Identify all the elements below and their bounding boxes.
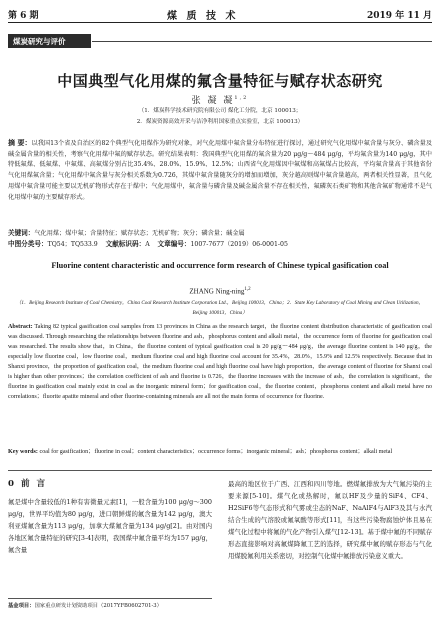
abstract-cn xyxy=(8,138,432,203)
section-divider xyxy=(92,41,432,42)
affiliations-en: （1．Beijing Research Institute of Coal Chemistry，China Coal Research Institute Corporation Ltd.，Beijing 100013，China；2．State Key Laboratory of Coal Mining and Clean Utilization，Beijing 100013，China） xyxy=(16,300,424,316)
abstract-text-cn: 以我国13个省及自治区的82个典型气化用煤作为研究对象，对气化用煤中氟含量分布特征进行探讨，通过研究气化用煤中氟含量与灰分、磷含量及碱金属含量的相关性，考察气化用煤中氟的赋存状态。研究结果表明：我国典型气化用煤的氟含量为20 μg/g～484 μg/g，平均氟含量为140 μg/g，其中特低氟煤、低氟煤、中氟煤、高氟煤分别占比35.4%、28.0%、15.9%、12.5%；山西省气化用煤因中氟煤和高氟煤占比较高，平均氟含量高于其他省份气化用煤氟含量；气化用煤中氟含量与灰分相关系数为0.726，其煤中氟含量随灰分的增加而增加，灰分越高则煤中氟含量越高，两者相关性显著，且气化用煤中氟含量可能主要以无机矿物形式存在于煤中；气化用煤中，氟含量与磷含量及碱金属含量不存在相关性，氟磷灰石类矿物和其他含氟矿物通常不是气化用煤中氟的主要赋存形式。 xyxy=(8,140,433,201)
issue-date: 2019 年 11 月 xyxy=(367,10,432,21)
body-paragraph: 氟是煤中含量较低的1种有害微量元素[1]，一般含量为100 μg/g～300 μg/g，世界平均值为80 μg/g，进口朝鲜煤的氟含量为142 μg/g，澳大利亚煤氟含量为113 μg/g，加拿大煤氟含量为134 μg/g[2]。由对国内各地区氟含量特征的研究[3-4]表明，我国煤中氟含量平均为157 μg/g，氟含量 xyxy=(8,498,212,554)
abstract-en xyxy=(8,322,432,402)
paper-title-cn: 中国典型气化用煤的氟含量特征与赋存状态研究 xyxy=(57,72,383,90)
journal-name: 煤 质 技 术 xyxy=(167,10,239,22)
affiliation-line: 2．煤炭资源高效开采与洁净利用国家重点实验室，北京 100013） xyxy=(136,119,304,125)
funding-note xyxy=(8,598,212,610)
keywords-label-cn: 关键词： xyxy=(8,229,35,237)
article-number-value: 1007-7677（2019）06-0001-05 xyxy=(190,241,288,248)
keywords-en xyxy=(8,447,432,457)
funding-text: 国家重点研发计划资助项目（2017YFB0602701-3） xyxy=(34,603,162,609)
body-divider xyxy=(8,470,432,471)
doc-code-value: A xyxy=(145,241,150,248)
affiliations-cn xyxy=(0,106,440,128)
issue-number: 第 6 期 xyxy=(8,10,39,21)
article-number-label: 文章编号： xyxy=(157,240,191,248)
author-en xyxy=(0,287,440,295)
funding-label: 基金项目： xyxy=(8,603,35,609)
paper-title-en: Fluorine content characteristic and occurrence form research of Chinese typical gasification coal xyxy=(51,261,389,270)
author-affil-sup: 1,2 xyxy=(234,95,249,101)
body-column-right xyxy=(228,478,432,562)
clc-label: 中图分类号： xyxy=(8,240,48,248)
body-column-left xyxy=(8,478,212,556)
section-heading: 0 前 言 xyxy=(8,479,48,489)
author-name-en: ZHANG Ning-ning xyxy=(189,287,245,296)
body-paragraph: 最高的地区位于广西、江西和四川等地。燃煤氟排放为大气氟污染的主要来源[5-10]。煤气化或热解时，氟以HF及少量的SiF4、CF4、H2SiF6等气态形式和气雾或尘态的NaF、NaAlF4与AlF3及其与水汽结合生成的气溶胶或氟氧酸等形式[11]，当这些污染物腐蚀炉体且易在煤气化过程中将氟的气化产物引入煤气[12-13]。基于煤中氟的不同赋存形态直接影响对高氟煤降氟工艺的选择，研究煤中氟的赋存形态与气化用煤脱氟利用关系密切，对控制气化煤中氟排放污染意义重大。 xyxy=(228,480,432,560)
keywords-text-cn: 气化用煤；煤中氟；含量特征；赋存状态；无机矿物；灰分；磷含量；碱金属 xyxy=(34,230,245,237)
keywords-text-en: coal for gasification；fluorine in coal；content characteristics；occurrence forms；inorganic mineral；ash；phosphorus content；alkali metal xyxy=(39,449,393,455)
author-name-cn: 张 凝 凝 xyxy=(191,96,235,106)
keywords-label-en: Key words: xyxy=(8,449,38,455)
abstract-label-cn: 摘 要： xyxy=(8,138,32,147)
affiliation-line: （1．煤炭科学技术研究院有限公司 煤化工分院，北京 100013； xyxy=(138,108,302,114)
page-header xyxy=(8,6,432,23)
section-label: 煤炭研究与评价 xyxy=(8,34,91,48)
abstract-label-en: Abstract: xyxy=(8,324,33,330)
author-en-sup: 1,2 xyxy=(244,287,251,292)
classification-cn xyxy=(8,239,432,250)
abstract-text-en: Taking 82 typical gasification coal samples from 13 provinces in China as the research target，the fluorine content distribution characteristic of gasification coal was discussed. Through researching the relationships between fluorine and ash，phosphorus content and alkali metal，the occurrence form of fluorine for gasification coal was researched. The results show that，in China，the fluorine content of typical gasification coal is 20 μg/g～484 μg/g，the average fluorine content is 140 μg/g，the especially low fluorine coal，low fluorine coal，medium fluorine coal and high fluorine coal account for 35.4%，28.0%，15.9% and 12.5% respectively. Because that in Shanxi province，the proportion of gasification coal，the medium fluorine coal and high fluorine coal have high proportion，the average content of fluorine for Shanxi coal is higher than other provinces；the correlation coefficient of ash and fluorine is 0.726，the fluorine increases with the increase of ash，the correlation is significant，the fluorine in gasification coal mainly exist in coal as the inorganic mineral form；for gasification coal，the fluorine content，phosphorus content and alkali metal have no correlations；fluorite apatite mineral and other fluorine-containing minerals are all not the main forms of occurrence for fluorine. xyxy=(8,324,432,400)
clc-value: TQ54；TQ533.9 xyxy=(47,241,98,248)
doc-code-label: 文献标识码： xyxy=(105,240,146,248)
author-cn xyxy=(0,93,440,106)
keywords-cn xyxy=(8,228,432,239)
